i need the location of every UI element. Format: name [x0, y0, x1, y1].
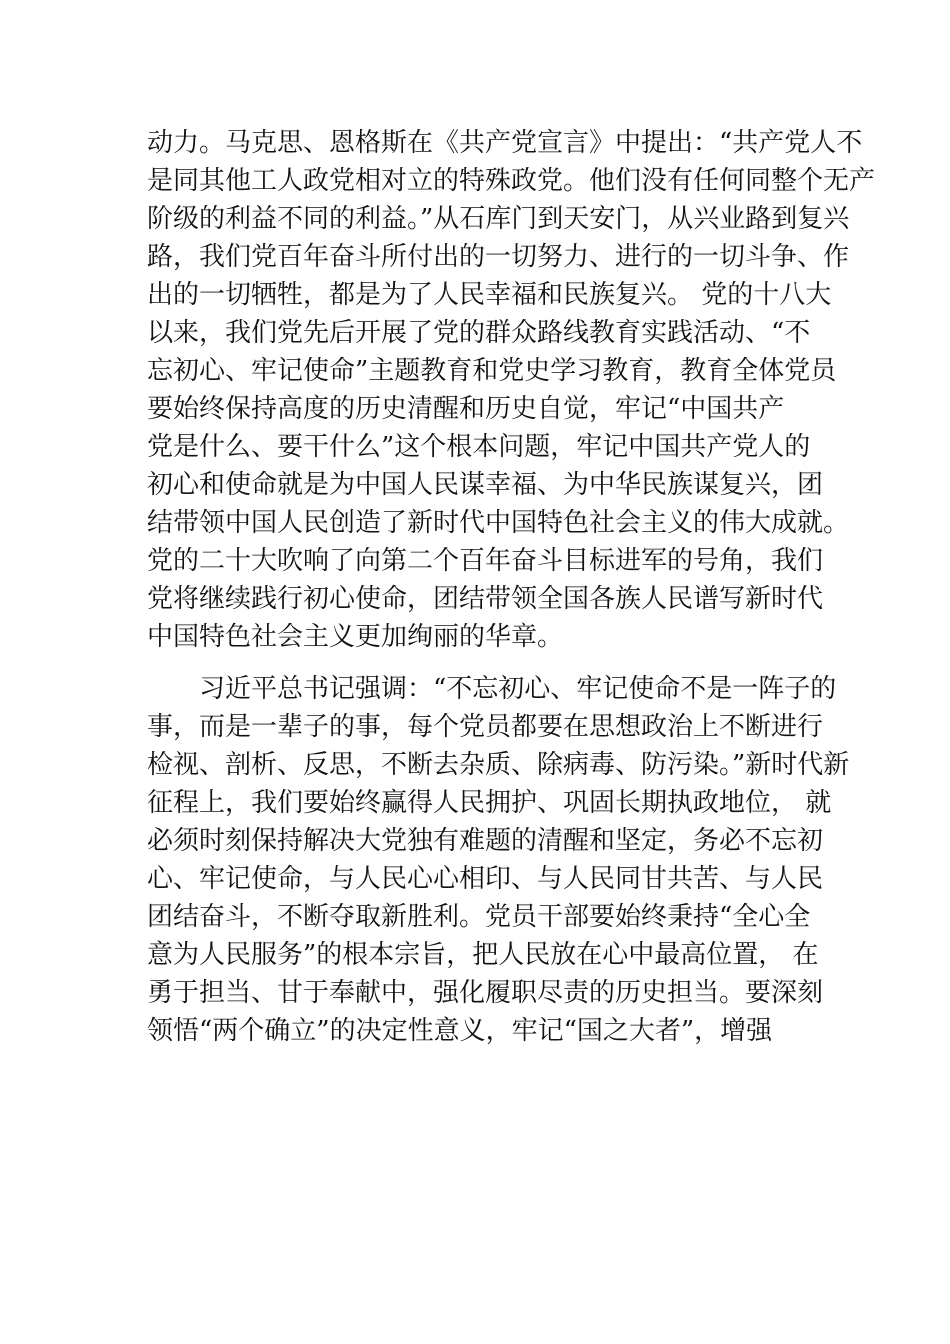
text-line: 征程上，我们要始终赢得人民拥护、巩固长期执政地位， 就 — [147, 788, 832, 818]
paragraph-start-line: 习近平总书记强调：“不忘初心、牢记使命不是一阵子的 — [147, 674, 837, 704]
text-line: 结带领中国人民创造了新时代中国特色社会主义的伟大成就。 — [147, 508, 850, 538]
text-line: 阶级的利益不同的利益。”从石库门到天安门，从兴业路到复兴 — [147, 204, 850, 234]
text-line: 党的二十大吹响了向第二个百年奋斗目标进军的号角，我们 — [147, 546, 824, 576]
text-line: 中国特色社会主义更加绚丽的华章。 — [147, 622, 564, 652]
text-line: 检视、剖析、反思，不断去杂质、除病毒、防污染。”新时代新 — [147, 750, 850, 780]
text-line: 路，我们党百年奋斗所付出的一切努力、进行的一切斗争、作 — [147, 242, 850, 272]
text-line: 出的一切牺牲，都是为了人民幸福和民族复兴。 党的十八大 — [147, 280, 832, 310]
text-line: 事，而是一辈子的事，每个党员都要在思想政治上不断进行 — [147, 712, 824, 742]
text-line: 初心和使命就是为中国人民谋幸福、为中华民族谋复兴，团 — [147, 470, 824, 500]
text-line: 动力。马克思、恩格斯在《共产党宣言》中提出：“共产党人不 — [147, 128, 863, 158]
text-line: 必须时刻保持解决大党独有难题的清醒和坚定，务必不忘初 — [147, 826, 824, 856]
text-line: 是同其他工人政党相对立的特殊政党。他们没有任何同整个无产 — [147, 166, 876, 196]
text-line: 以来，我们党先后开展了党的群众路线教育实践活动、“不 — [147, 318, 811, 348]
text-line: 意为人民服务”的根本宗旨，把人民放在心中最高位置， 在 — [147, 940, 819, 970]
body-text — [147, 124, 876, 1050]
text-line: 要始终保持高度的历史清醒和历史自觉，牢记“中国共产 — [147, 394, 785, 424]
text-line: 党将继续践行初心使命，团结带领全国各族人民谱写新时代 — [147, 584, 824, 614]
text-line: 忘初心、牢记使命”主题教育和党史学习教育，教育全体党员 — [147, 356, 837, 386]
text-line: 领悟“两个确立”的决定性意义，牢记“国之大者”，增强 — [147, 1016, 773, 1046]
text-line: 团结奋斗，不断夺取新胜利。党员干部要始终秉持“全心全 — [147, 902, 811, 932]
text-line: 勇于担当、甘于奉献中，强化履职尽责的历史担当。要深刻 — [147, 978, 824, 1008]
text-line: 心、牢记使命，与人民心心相印、与人民同甘共苦、与人民 — [147, 864, 824, 894]
text-line: 党是什么、要干什么”这个根本问题，牢记中国共产党人的 — [147, 432, 811, 462]
